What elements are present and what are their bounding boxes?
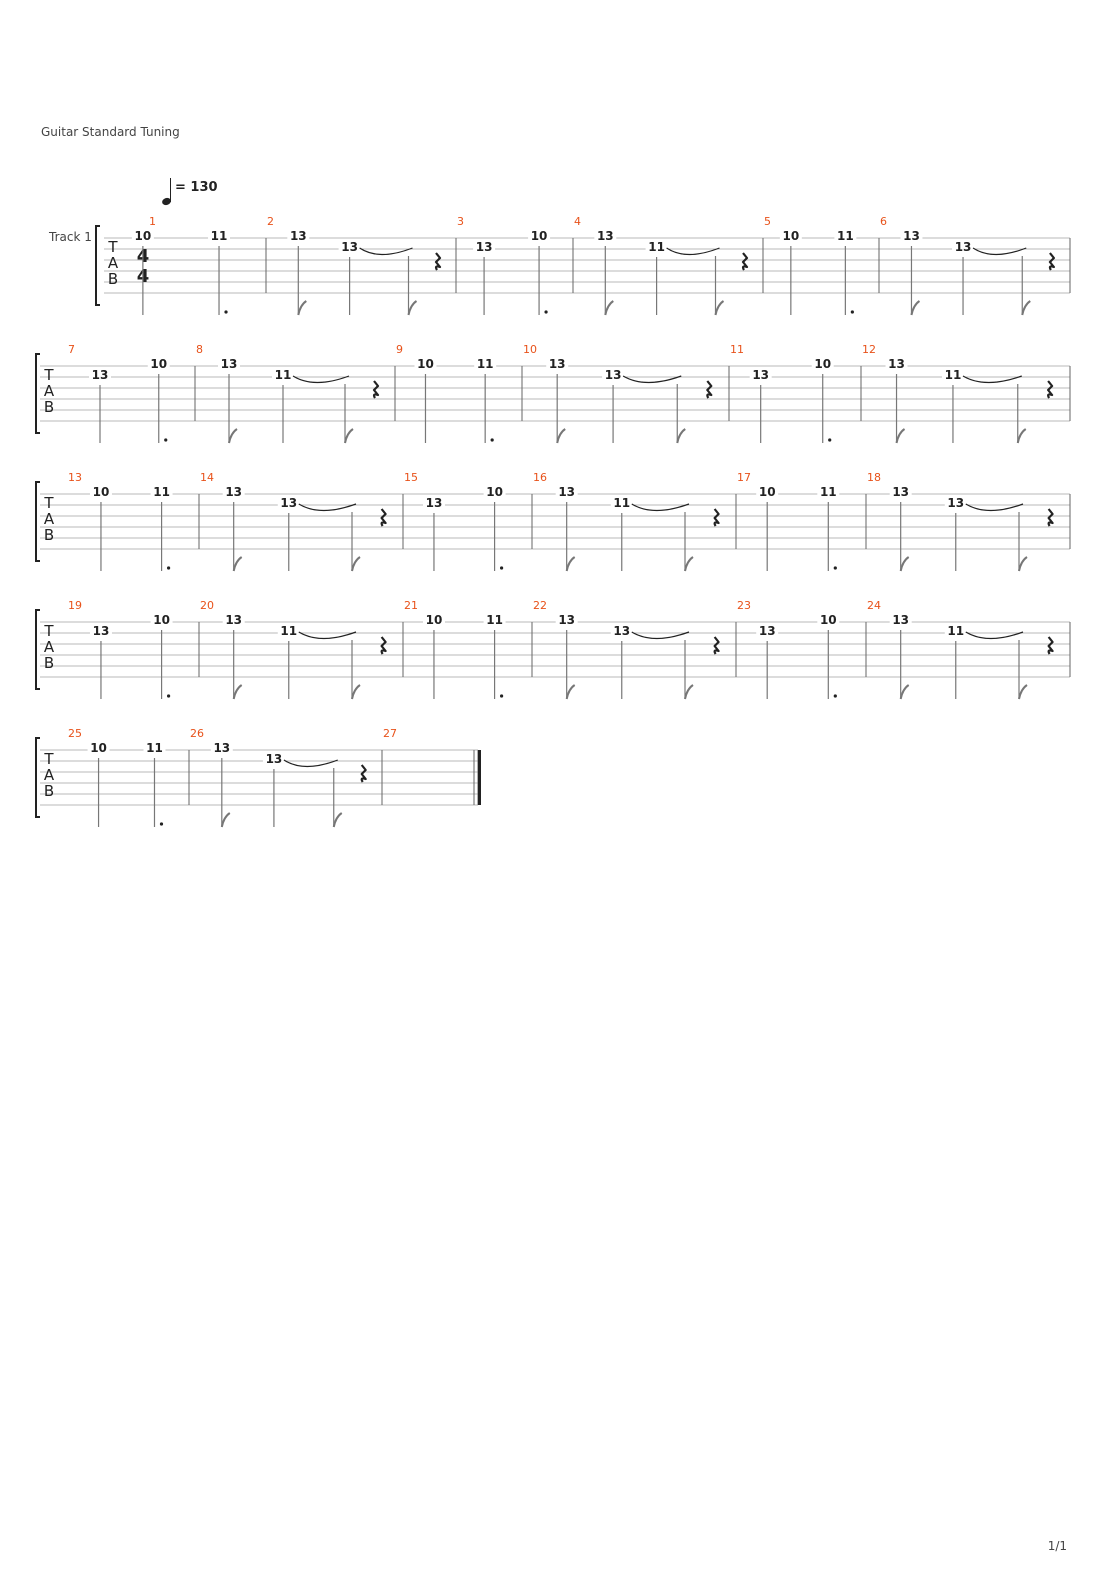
- fret-number: 10: [758, 485, 776, 499]
- fret-number: 13: [225, 485, 243, 499]
- fret-number: 13: [892, 485, 910, 499]
- eighth-flag: [677, 429, 685, 443]
- fret-number: 13: [213, 741, 231, 755]
- measure-number: 6: [880, 215, 887, 228]
- duration-dot: [834, 694, 837, 697]
- eighth-flag: [901, 685, 909, 699]
- tab-clef-letter: A: [107, 254, 119, 272]
- quarter-rest: [382, 637, 386, 654]
- tab-clef-letter: B: [43, 782, 55, 800]
- fret-number: 10: [814, 357, 832, 371]
- quarter-rest: [743, 253, 747, 270]
- fret-number: 13: [280, 496, 298, 510]
- time-signature-top: 4: [136, 246, 150, 267]
- quarter-rest: [715, 509, 719, 526]
- eighth-flag: [234, 685, 242, 699]
- duration-dot: [834, 566, 837, 569]
- duration-dot: [164, 438, 167, 441]
- measure-number: 4: [574, 215, 581, 228]
- tab-clef-letter: T: [44, 750, 54, 768]
- fret-number: 10: [417, 357, 434, 371]
- duration-dot: [500, 566, 503, 569]
- quarter-rest: [1049, 637, 1053, 654]
- eighth-flag: [234, 557, 242, 571]
- duration-dot: [491, 438, 494, 441]
- fret-number: 13: [265, 752, 283, 766]
- quarter-rest: [707, 381, 711, 398]
- measure-number: 3: [457, 215, 464, 228]
- duration-dot: [544, 310, 547, 313]
- fret-number: 13: [91, 368, 109, 382]
- tab-clef-letter: B: [43, 526, 55, 544]
- fret-number: 13: [220, 357, 238, 371]
- fret-number: 10: [782, 229, 800, 243]
- fret-number: 11: [210, 229, 228, 243]
- measure-number: 23: [737, 599, 751, 612]
- final-bar-thick: [478, 750, 481, 805]
- eighth-flag: [716, 301, 724, 315]
- tempo-value: = 130: [175, 180, 218, 195]
- measure-number: 18: [867, 471, 881, 484]
- fret-number: 10: [134, 229, 152, 243]
- fret-number: 13: [758, 624, 776, 638]
- fret-number: 10: [153, 613, 170, 627]
- measure-number: 15: [404, 471, 418, 484]
- eighth-flag: [901, 557, 909, 571]
- fret-number: 11: [819, 485, 837, 499]
- measure-number: 24: [867, 599, 881, 612]
- eighth-flag: [567, 557, 575, 571]
- measure-number: 2: [267, 215, 274, 228]
- measure-number: 5: [764, 215, 771, 228]
- quarter-rest: [1048, 381, 1052, 398]
- fret-number: 10: [150, 357, 168, 371]
- fret-number: 10: [425, 613, 443, 627]
- system-bracket: [96, 226, 100, 305]
- duration-dot: [224, 310, 227, 313]
- measure-number: 25: [68, 727, 82, 740]
- tab-clef-letter: B: [43, 398, 55, 416]
- duration-dot: [160, 822, 163, 825]
- eighth-flag: [911, 301, 919, 315]
- fret-number: 13: [548, 357, 566, 371]
- system-bracket: [36, 482, 40, 561]
- measure-number: 13: [68, 471, 82, 484]
- fret-number: 13: [892, 613, 910, 627]
- fret-number: 10: [90, 741, 107, 755]
- eighth-flag: [229, 429, 237, 443]
- fret-number: 13: [596, 229, 614, 243]
- system-bracket: [36, 354, 40, 433]
- measure-number: 9: [396, 343, 403, 356]
- eighth-flag: [685, 557, 693, 571]
- measure-number: 1: [149, 215, 156, 228]
- fret-number: 13: [92, 624, 110, 638]
- eighth-flag: [567, 685, 575, 699]
- measure-number: 10: [523, 343, 537, 356]
- fret-number: 13: [558, 485, 576, 499]
- eighth-flag: [605, 301, 613, 315]
- quarter-rest: [382, 509, 386, 526]
- quarter-rest: [374, 381, 378, 398]
- fret-number: 10: [92, 485, 110, 499]
- tab-clef-letter: A: [43, 766, 55, 784]
- fret-number: 11: [648, 240, 665, 254]
- fret-number: 10: [530, 229, 548, 243]
- measure-number: 21: [404, 599, 418, 612]
- eighth-flag: [334, 813, 342, 827]
- measure-number: 7: [68, 343, 75, 356]
- quarter-rest: [362, 765, 366, 782]
- eighth-flag: [897, 429, 905, 443]
- fret-number: 13: [225, 613, 243, 627]
- duration-dot: [167, 566, 170, 569]
- tab-clef-letter: T: [44, 622, 54, 640]
- duration-dot: [828, 438, 831, 441]
- measure-number: 22: [533, 599, 547, 612]
- fret-number: 11: [146, 741, 163, 755]
- eighth-flag: [1019, 685, 1027, 699]
- page-number: 1/1: [1047, 1539, 1067, 1553]
- eighth-flag: [222, 813, 230, 827]
- eighth-flag: [1022, 301, 1030, 315]
- fret-number: 13: [752, 368, 770, 382]
- tab-clef-letter: A: [43, 638, 55, 656]
- measure-number: 16: [533, 471, 547, 484]
- measure-number: 26: [190, 727, 204, 740]
- tab-clef-letter: A: [43, 382, 55, 400]
- eighth-flag: [298, 301, 306, 315]
- fret-number: 11: [153, 485, 170, 499]
- tab-clef-letter: T: [44, 366, 54, 384]
- tab-clef-letter: B: [43, 654, 55, 672]
- eighth-flag: [352, 685, 360, 699]
- eighth-flag: [352, 557, 360, 571]
- fret-number: 11: [837, 229, 854, 243]
- measure-number: 20: [200, 599, 214, 612]
- measure-number: 19: [68, 599, 82, 612]
- tab-clef-letter: T: [108, 238, 118, 256]
- measure-number: 14: [200, 471, 214, 484]
- fret-number: 13: [947, 496, 965, 510]
- system-bracket: [36, 610, 40, 689]
- fret-number: 13: [954, 240, 972, 254]
- measure-number: 8: [196, 343, 203, 356]
- eighth-flag: [345, 429, 353, 443]
- duration-dot: [851, 310, 854, 313]
- fret-number: 11: [280, 624, 298, 638]
- fret-number: 11: [274, 368, 292, 382]
- eighth-flag: [1019, 557, 1027, 571]
- duration-dot: [500, 694, 503, 697]
- track-name: Track 1: [49, 230, 92, 244]
- measure-number: 11: [730, 343, 744, 356]
- fret-number: 10: [486, 485, 503, 499]
- quarter-rest: [1049, 509, 1053, 526]
- fret-number: 11: [947, 624, 965, 638]
- duration-dot: [167, 694, 170, 697]
- fret-number: 13: [289, 229, 307, 243]
- fret-number: 13: [558, 613, 576, 627]
- time-signature-bottom: 4: [136, 266, 150, 287]
- tuning-label: Guitar Standard Tuning: [41, 125, 180, 139]
- tab-clef-letter: A: [43, 510, 55, 528]
- tab-clef-letter: B: [107, 270, 119, 288]
- fret-number: 10: [819, 613, 837, 627]
- fret-number: 13: [341, 240, 358, 254]
- fret-number: 13: [613, 624, 631, 638]
- fret-number: 13: [604, 368, 622, 382]
- quarter-rest: [436, 253, 440, 270]
- fret-number: 13: [475, 240, 493, 254]
- fret-number: 11: [486, 613, 503, 627]
- fret-number: 13: [903, 229, 920, 243]
- eighth-flag: [557, 429, 565, 443]
- fret-number: 11: [613, 496, 631, 510]
- eighth-flag: [685, 685, 693, 699]
- eighth-flag: [409, 301, 417, 315]
- fret-number: 13: [425, 496, 443, 510]
- measure-number: 17: [737, 471, 751, 484]
- measure-number: 12: [862, 343, 876, 356]
- eighth-flag: [1018, 429, 1026, 443]
- quarter-rest: [1050, 253, 1054, 270]
- fret-number: 13: [888, 357, 905, 371]
- quarter-rest: [715, 637, 719, 654]
- measure-number: 27: [383, 727, 397, 740]
- fret-number: 11: [944, 368, 962, 382]
- fret-number: 11: [476, 357, 494, 371]
- tab-clef-letter: T: [44, 494, 54, 512]
- system-bracket: [36, 738, 40, 817]
